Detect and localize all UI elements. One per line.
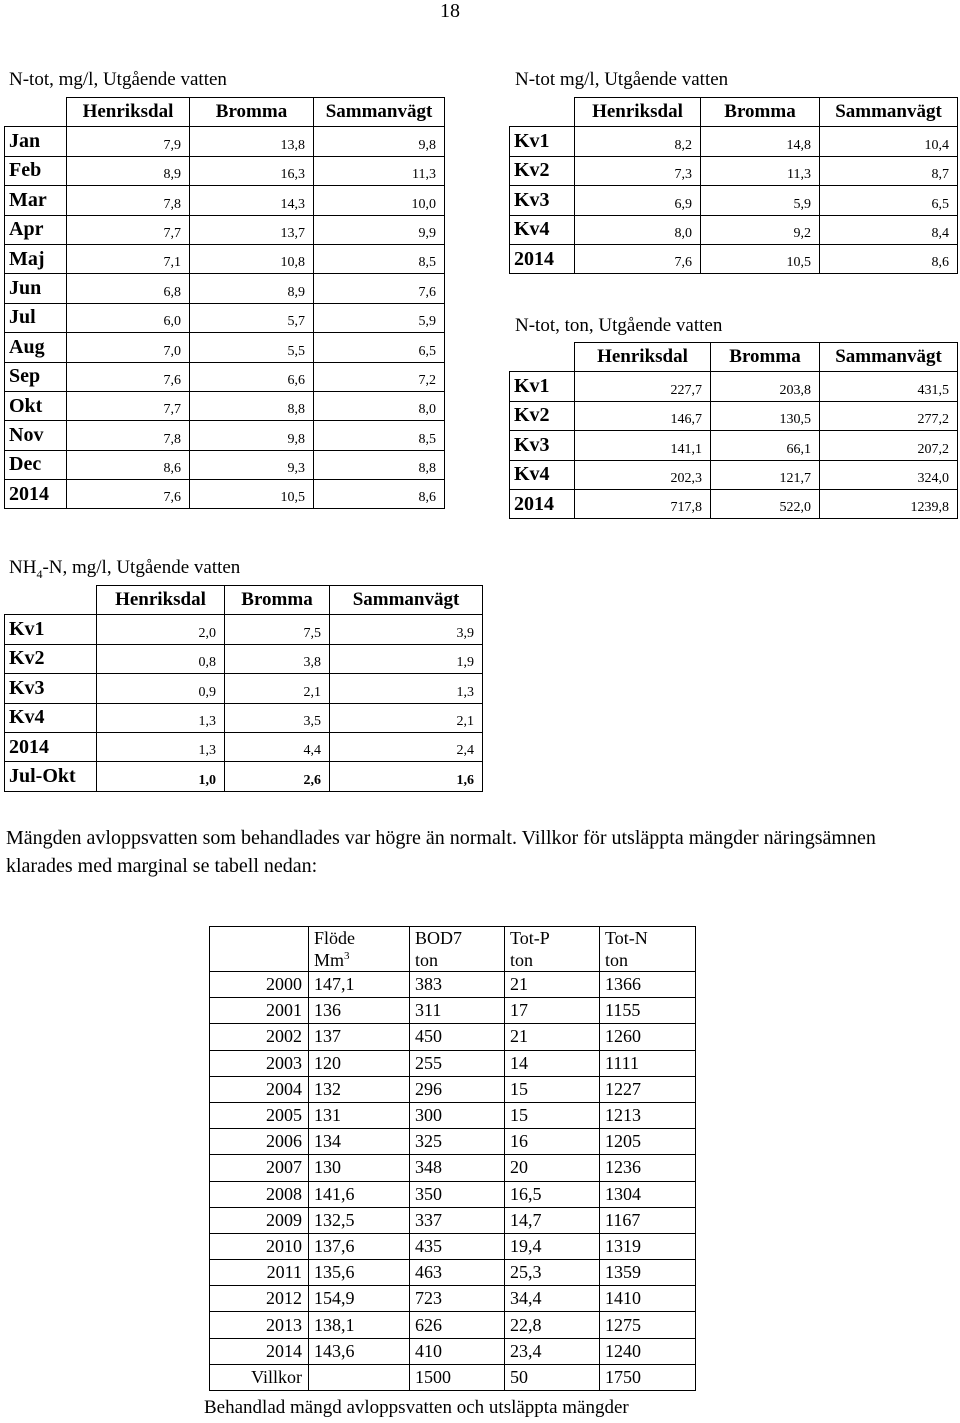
history-cell: 296	[410, 1076, 505, 1102]
nh4-row	[5, 732, 483, 761]
monthly-cell: 7,6	[314, 274, 445, 303]
monthly-cell: 7,8	[67, 186, 190, 215]
history-row-year: 2012	[210, 1286, 309, 1312]
monthly-row	[5, 156, 445, 185]
monthly-row-label: Okt	[5, 391, 67, 420]
history-cell: 19,4	[505, 1233, 600, 1259]
history-row-year: 2002	[210, 1024, 309, 1050]
nh4-cell: 2,0	[97, 615, 225, 644]
history-header-unit: ton	[415, 950, 439, 970]
history-cell	[309, 1364, 410, 1390]
history-row-year: 2009	[210, 1207, 309, 1233]
monthly-row-label: Apr	[5, 215, 67, 244]
history-cell: 1359	[600, 1260, 696, 1286]
history-cell: 130	[309, 1155, 410, 1181]
monthly-row-label: Sep	[5, 362, 67, 391]
history-cell: 23,4	[505, 1338, 600, 1364]
quarter-mgl-row-label: Kv3	[510, 186, 575, 215]
quarter-ton-cell: 522,0	[711, 489, 820, 518]
history-cell: 137	[309, 1024, 410, 1050]
quarter-mgl-header-blank	[510, 98, 575, 127]
quarter-mgl-cell: 7,6	[575, 244, 701, 273]
history-cell: 1227	[600, 1076, 696, 1102]
quarter-mgl-header-row	[510, 98, 958, 127]
history-cell: 435	[410, 1233, 505, 1259]
history-header-line2	[605, 949, 695, 971]
monthly-cell: 7,8	[67, 421, 190, 450]
quarter-ton-row	[510, 372, 958, 401]
monthly-row	[5, 303, 445, 332]
nh4-cell: 2,6	[225, 762, 330, 791]
quarter-ton-cell: 207,2	[820, 431, 958, 460]
nh4-cell: 2,1	[330, 703, 483, 732]
history-header-line2	[510, 949, 599, 971]
monthly-row	[5, 127, 445, 156]
monthly-row	[5, 480, 445, 509]
quarter-ton-cell: 277,2	[820, 401, 958, 430]
history-cell: 450	[410, 1024, 505, 1050]
history-cell: 626	[410, 1312, 505, 1338]
quarter-mgl-row	[510, 156, 958, 185]
nh4-row-label: Kv3	[5, 674, 97, 703]
history-header-unit: ton	[510, 950, 534, 970]
monthly-cell: 8,6	[314, 480, 445, 509]
nh4-title-prefix: NH	[9, 557, 37, 578]
monthly-header-cell: Henriksdal	[67, 98, 190, 127]
history-row	[210, 1312, 696, 1338]
nh4-row	[5, 703, 483, 732]
history-row	[210, 1233, 696, 1259]
history-cell: 15	[505, 1102, 600, 1128]
history-cell: 134	[309, 1129, 410, 1155]
history-table	[209, 926, 696, 1391]
nh4-cell: 1,6	[330, 762, 483, 791]
history-cell: 50	[505, 1364, 600, 1390]
monthly-cell: 8,8	[314, 450, 445, 479]
quarter-mgl-cell: 8,4	[820, 215, 958, 244]
monthly-cell: 10,5	[190, 480, 314, 509]
nh4-row-label: Kv1	[5, 615, 97, 644]
nh4-row	[5, 674, 483, 703]
history-cell: 723	[410, 1286, 505, 1312]
history-cell: 255	[410, 1050, 505, 1076]
quarter-ton-header-row	[510, 343, 958, 372]
history-header-line2	[314, 949, 409, 971]
nh4-row-label: Kv2	[5, 644, 97, 673]
quarter-mgl-row	[510, 186, 958, 215]
quarter-mgl-row	[510, 215, 958, 244]
history-cell: 311	[410, 998, 505, 1024]
monthly-cell: 13,7	[190, 215, 314, 244]
history-cell: 21	[505, 1024, 600, 1050]
quarter-mgl-row-label: Kv4	[510, 215, 575, 244]
history-row-year: 2013	[210, 1312, 309, 1338]
nh4-row-label: Jul-Okt	[5, 762, 97, 791]
monthly-row	[5, 274, 445, 303]
history-row	[210, 1181, 696, 1207]
quarter-ton-table-title: N-tot, ton, Utgående vatten	[515, 315, 723, 336]
monthly-cell: 8,5	[314, 244, 445, 273]
quarter-ton-cell: 66,1	[711, 431, 820, 460]
nh4-row	[5, 762, 483, 791]
monthly-cell: 8,5	[314, 421, 445, 450]
monthly-cell: 6,8	[67, 274, 190, 303]
history-cell: 337	[410, 1207, 505, 1233]
history-cell: 147,1	[309, 972, 410, 998]
monthly-header-blank	[5, 98, 67, 127]
nh4-header-cell: Sammanvägt	[330, 586, 483, 615]
history-row-year: 2003	[210, 1050, 309, 1076]
history-cell: 17	[505, 998, 600, 1024]
history-row-year: 2004	[210, 1076, 309, 1102]
nh4-cell: 0,9	[97, 674, 225, 703]
quarter-mgl-header-cell: Bromma	[701, 98, 820, 127]
quarter-mgl-row-label: Kv1	[510, 127, 575, 156]
history-header-row	[210, 927, 696, 972]
monthly-cell: 7,6	[67, 362, 190, 391]
body-paragraph: Mängden avloppsvatten som behandlades var högre än normalt. Villkor för utsläppta mängder näringsämnen klarades med marginal se tabell nedan:	[6, 827, 876, 877]
history-row	[210, 998, 696, 1024]
quarter-ton-row	[510, 431, 958, 460]
history-cell: 1213	[600, 1102, 696, 1128]
monthly-cell: 8,0	[314, 391, 445, 420]
quarter-mgl-cell: 8,7	[820, 156, 958, 185]
quarter-mgl-table-title: N-tot mg/l, Utgående vatten	[515, 69, 729, 90]
history-cell: 350	[410, 1181, 505, 1207]
history-cell: 1410	[600, 1286, 696, 1312]
monthly-cell: 6,6	[190, 362, 314, 391]
quarter-ton-cell: 717,8	[575, 489, 711, 518]
history-row-year: 2006	[210, 1129, 309, 1155]
history-row	[210, 1286, 696, 1312]
quarter-mgl-cell: 10,4	[820, 127, 958, 156]
history-cell: 1304	[600, 1181, 696, 1207]
quarter-ton-cell: 324,0	[820, 460, 958, 489]
nh4-header-blank	[5, 586, 97, 615]
history-cell: 34,4	[505, 1286, 600, 1312]
monthly-row-label: Jan	[5, 127, 67, 156]
quarter-ton-row-label: 2014	[510, 489, 575, 518]
history-row	[210, 972, 696, 998]
history-cell: 383	[410, 972, 505, 998]
history-cell: 463	[410, 1260, 505, 1286]
history-cell: 14,7	[505, 1207, 600, 1233]
monthly-row-label: 2014	[5, 480, 67, 509]
monthly-cell: 7,7	[67, 391, 190, 420]
history-cell: 1260	[600, 1024, 696, 1050]
quarter-ton-cell: 121,7	[711, 460, 820, 489]
quarter-mgl-cell: 6,5	[820, 186, 958, 215]
history-cell: 143,6	[309, 1338, 410, 1364]
history-cell: 136	[309, 998, 410, 1024]
history-cell: 1275	[600, 1312, 696, 1338]
monthly-cell: 7,1	[67, 244, 190, 273]
nh4-cell: 1,3	[97, 732, 225, 761]
nh4-header-row	[5, 586, 483, 615]
history-cell: 132,5	[309, 1207, 410, 1233]
quarter-ton-row	[510, 460, 958, 489]
monthly-row	[5, 186, 445, 215]
history-cell: 25,3	[505, 1260, 600, 1286]
history-table-caption: Behandlad mängd avloppsvatten och utsläppta mängder	[204, 1397, 629, 1418]
monthly-cell: 8,9	[190, 274, 314, 303]
monthly-row-label: Mar	[5, 186, 67, 215]
nh4-row-label: 2014	[5, 732, 97, 761]
history-cell: 1500	[410, 1364, 505, 1390]
nh4-row	[5, 615, 483, 644]
history-cell: 138,1	[309, 1312, 410, 1338]
history-cell: 1155	[600, 998, 696, 1024]
monthly-row	[5, 362, 445, 391]
nh4-table	[4, 585, 483, 792]
quarter-mgl-cell: 8,6	[820, 244, 958, 273]
history-cell: 16,5	[505, 1181, 600, 1207]
history-row	[210, 1024, 696, 1050]
history-cell: 132	[309, 1076, 410, 1102]
quarter-mgl-cell: 9,2	[701, 215, 820, 244]
monthly-row-label: Aug	[5, 333, 67, 362]
monthly-header-cell: Sammanvägt	[314, 98, 445, 127]
monthly-cell: 10,0	[314, 186, 445, 215]
history-cell: 15	[505, 1076, 600, 1102]
quarter-ton-header-blank	[510, 343, 575, 372]
history-cell: 137,6	[309, 1233, 410, 1259]
history-row	[210, 1050, 696, 1076]
monthly-header-cell: Bromma	[190, 98, 314, 127]
monthly-row	[5, 244, 445, 273]
history-row-year: 2011	[210, 1260, 309, 1286]
nh4-cell: 3,9	[330, 615, 483, 644]
quarter-ton-row	[510, 401, 958, 430]
monthly-cell: 5,5	[190, 333, 314, 362]
monthly-cell: 7,6	[67, 480, 190, 509]
nh4-cell: 3,5	[225, 703, 330, 732]
monthly-row-label: Maj	[5, 244, 67, 273]
monthly-cell: 6,0	[67, 303, 190, 332]
nh4-cell: 3,8	[225, 644, 330, 673]
quarter-mgl-cell: 10,5	[701, 244, 820, 273]
history-header-unit: Mm	[314, 950, 345, 970]
history-row	[210, 1155, 696, 1181]
history-cell: 131	[309, 1102, 410, 1128]
quarter-mgl-cell: 6,9	[575, 186, 701, 215]
quarter-mgl-cell: 8,2	[575, 127, 701, 156]
monthly-cell: 7,7	[67, 215, 190, 244]
quarter-mgl-cell: 5,9	[701, 186, 820, 215]
quarter-ton-cell: 146,7	[575, 401, 711, 430]
nh4-cell: 7,5	[225, 615, 330, 644]
history-cell: 300	[410, 1102, 505, 1128]
quarter-ton-header-cell: Bromma	[711, 343, 820, 372]
history-cell: 348	[410, 1155, 505, 1181]
quarter-ton-cell: 431,5	[820, 372, 958, 401]
quarter-mgl-table	[509, 97, 958, 274]
quarter-ton-header-cell: Sammanvägt	[820, 343, 958, 372]
monthly-cell: 13,8	[190, 127, 314, 156]
history-row-year: Villkor	[210, 1364, 309, 1390]
history-header-superscript: 3	[344, 950, 350, 962]
nh4-row	[5, 644, 483, 673]
quarter-mgl-header-cell: Sammanvägt	[820, 98, 958, 127]
history-header-cell	[410, 927, 505, 972]
quarter-ton-row	[510, 489, 958, 518]
monthly-header-row	[5, 98, 445, 127]
history-header-blank	[210, 927, 309, 972]
nh4-cell: 1,9	[330, 644, 483, 673]
monthly-row	[5, 333, 445, 362]
monthly-row	[5, 421, 445, 450]
quarter-mgl-row-label: 2014	[510, 244, 575, 273]
monthly-cell: 10,8	[190, 244, 314, 273]
history-row	[210, 1207, 696, 1233]
nh4-title-subscript: 4	[36, 566, 43, 581]
nh4-title-suffix: -N, mg/l, Utgående vatten	[42, 557, 241, 578]
history-cell: 135,6	[309, 1260, 410, 1286]
quarter-mgl-cell: 14,8	[701, 127, 820, 156]
history-cell: 410	[410, 1338, 505, 1364]
quarter-ton-table	[509, 342, 958, 519]
history-cell: 14	[505, 1050, 600, 1076]
nh4-cell: 1,3	[97, 703, 225, 732]
monthly-row-label: Dec	[5, 450, 67, 479]
history-row	[210, 1102, 696, 1128]
monthly-cell: 5,9	[314, 303, 445, 332]
history-row	[210, 1129, 696, 1155]
history-header-cell	[600, 927, 696, 972]
history-cell: 1240	[600, 1338, 696, 1364]
monthly-cell: 8,6	[67, 450, 190, 479]
nh4-cell: 2,4	[330, 732, 483, 761]
quarter-ton-row-label: Kv2	[510, 401, 575, 430]
history-cell: 16	[505, 1129, 600, 1155]
nh4-cell: 1,3	[330, 674, 483, 703]
history-row-year: 2007	[210, 1155, 309, 1181]
nh4-cell: 0,8	[97, 644, 225, 673]
quarter-ton-header-cell: Henriksdal	[575, 343, 711, 372]
quarter-ton-cell: 203,8	[711, 372, 820, 401]
quarter-ton-row-label: Kv4	[510, 460, 575, 489]
monthly-cell: 8,9	[67, 156, 190, 185]
quarter-mgl-cell: 11,3	[701, 156, 820, 185]
monthly-row	[5, 215, 445, 244]
history-row-year: 2000	[210, 972, 309, 998]
history-header-unit: ton	[605, 950, 629, 970]
nh4-header-cell: Henriksdal	[97, 586, 225, 615]
history-cell: 21	[505, 972, 600, 998]
history-row-year: 2001	[210, 998, 309, 1024]
history-cell: 1111	[600, 1050, 696, 1076]
quarter-ton-cell: 227,7	[575, 372, 711, 401]
monthly-row	[5, 391, 445, 420]
history-header-line1: BOD7	[415, 928, 463, 948]
history-cell: 1366	[600, 972, 696, 998]
history-row-year: 2008	[210, 1181, 309, 1207]
history-cell: 1236	[600, 1155, 696, 1181]
monthly-cell: 7,2	[314, 362, 445, 391]
monthly-row-label: Feb	[5, 156, 67, 185]
history-cell: 20	[505, 1155, 600, 1181]
nh4-cell: 1,0	[97, 762, 225, 791]
history-cell: 1167	[600, 1207, 696, 1233]
monthly-cell: 7,0	[67, 333, 190, 362]
nh4-table-title	[9, 557, 240, 579]
history-cell: 154,9	[309, 1286, 410, 1312]
nh4-row-label: Kv4	[5, 703, 97, 732]
quarter-ton-cell: 1239,8	[820, 489, 958, 518]
quarter-ton-cell: 141,1	[575, 431, 711, 460]
history-cell: 22,8	[505, 1312, 600, 1338]
page-number: 18	[440, 0, 460, 22]
quarter-mgl-row	[510, 127, 958, 156]
monthly-cell: 9,8	[314, 127, 445, 156]
monthly-ntot-table	[4, 97, 445, 509]
monthly-row-label: Nov	[5, 421, 67, 450]
quarter-mgl-row	[510, 244, 958, 273]
history-header-line1: Flöde	[314, 928, 356, 948]
history-row	[210, 1338, 696, 1364]
history-cell: 325	[410, 1129, 505, 1155]
nh4-cell: 4,4	[225, 732, 330, 761]
history-cell: 120	[309, 1050, 410, 1076]
monthly-cell: 5,7	[190, 303, 314, 332]
nh4-cell: 2,1	[225, 674, 330, 703]
monthly-cell: 6,5	[314, 333, 445, 362]
monthly-row	[5, 450, 445, 479]
quarter-ton-cell: 202,3	[575, 460, 711, 489]
history-header-line1: Tot-N	[605, 928, 648, 948]
history-row-year: 2005	[210, 1102, 309, 1128]
quarter-ton-row-label: Kv1	[510, 372, 575, 401]
quarter-ton-cell: 130,5	[711, 401, 820, 430]
monthly-table-title: N-tot, mg/l, Utgående vatten	[9, 69, 227, 90]
monthly-cell: 7,9	[67, 127, 190, 156]
monthly-cell: 11,3	[314, 156, 445, 185]
history-cell: 141,6	[309, 1181, 410, 1207]
monthly-cell: 9,9	[314, 215, 445, 244]
history-header-cell	[505, 927, 600, 972]
monthly-cell: 8,8	[190, 391, 314, 420]
quarter-ton-row-label: Kv3	[510, 431, 575, 460]
quarter-mgl-row-label: Kv2	[510, 156, 575, 185]
history-row	[210, 1260, 696, 1286]
history-cell: 1205	[600, 1129, 696, 1155]
monthly-cell: 9,3	[190, 450, 314, 479]
quarter-mgl-cell: 8,0	[575, 215, 701, 244]
history-cell: 1750	[600, 1364, 696, 1390]
monthly-cell: 14,3	[190, 186, 314, 215]
history-header-line1: Tot-P	[510, 928, 550, 948]
history-row-year: 2014	[210, 1338, 309, 1364]
monthly-row-label: Jun	[5, 274, 67, 303]
quarter-mgl-header-cell: Henriksdal	[575, 98, 701, 127]
history-header-cell	[309, 927, 410, 972]
history-header-line2	[415, 949, 504, 971]
monthly-cell: 9,8	[190, 421, 314, 450]
history-row	[210, 1364, 696, 1390]
history-cell: 1319	[600, 1233, 696, 1259]
history-row-year: 2010	[210, 1233, 309, 1259]
quarter-mgl-cell: 7,3	[575, 156, 701, 185]
history-row	[210, 1076, 696, 1102]
monthly-row-label: Jul	[5, 303, 67, 332]
nh4-header-cell: Bromma	[225, 586, 330, 615]
monthly-cell: 16,3	[190, 156, 314, 185]
